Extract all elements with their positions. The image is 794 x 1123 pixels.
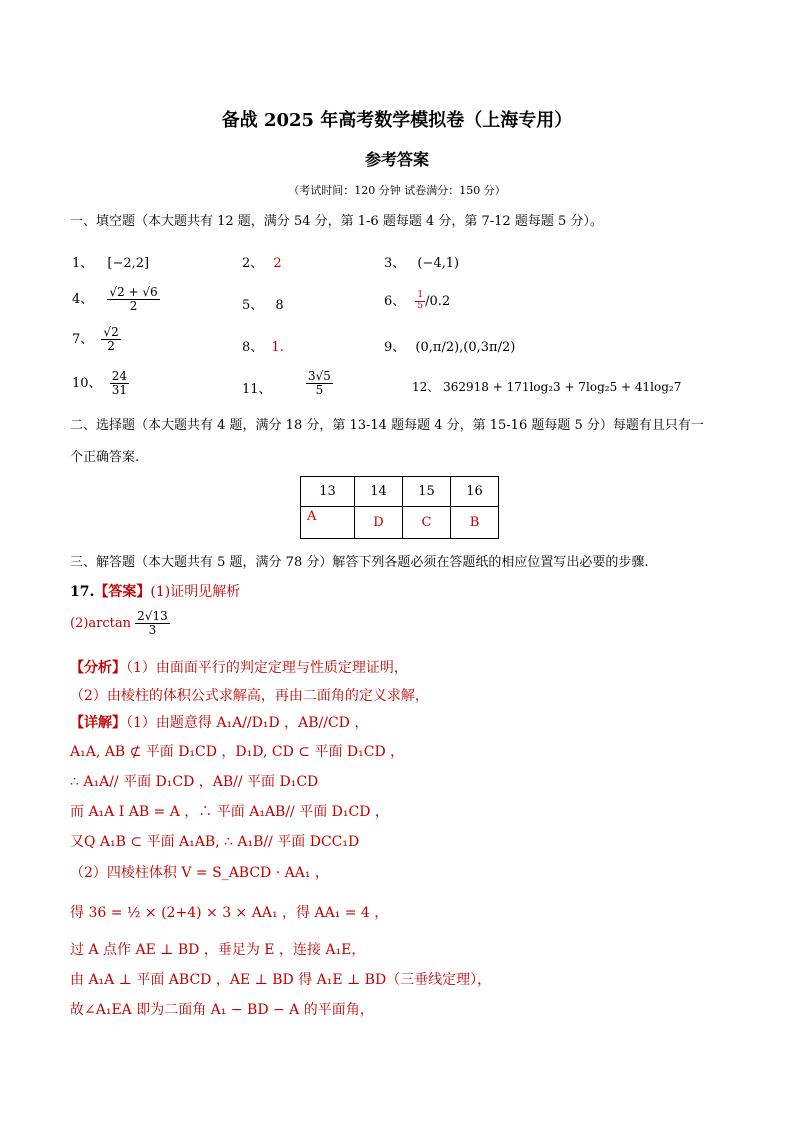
answer-6-rest: /0.2 <box>425 294 451 309</box>
q17-part2 <box>70 610 170 637</box>
answer-6-number: 6、 <box>384 294 406 309</box>
section1-heading: 一、填空题（本大题共有 12 题，满分 54 分，第 1-6 题每题 4 分，第 7-12 题每题 5 分）。 <box>70 214 603 229</box>
answer-7-numerator: √2 <box>103 325 119 339</box>
answer-8-number: 8、 <box>242 340 264 355</box>
q17-detail-text-1: （1）由题意得 A₁A//D₁D ，AB//CD ， <box>126 715 369 731</box>
q17-detail-tag: 【详解】 <box>70 715 126 731</box>
answer-12 <box>412 378 681 395</box>
answer-10-fraction <box>110 370 129 397</box>
answer-10-numerator: 24 <box>111 369 127 383</box>
q17-label: 17. <box>70 584 95 600</box>
answer-3 <box>384 252 459 271</box>
answer-11-number: 11、 <box>242 382 272 397</box>
table-cell: A <box>301 507 355 539</box>
page-title: 备战 2025 年高考数学模拟卷（上海专用） <box>221 110 573 131</box>
q17-detail-line: 由 A₁A ⊥ 平面 ABCD ，AE ⊥ BD 得 A₁E ⊥ BD（三垂线定理）， <box>70 972 492 988</box>
q17-part2-fraction <box>135 610 170 637</box>
answer-9-value: (0,π/2),(0,3π/2) <box>415 340 516 355</box>
answer-6-numerator: 1 <box>417 290 424 301</box>
answer-11-fraction <box>306 370 333 397</box>
answer-7-denominator: 2 <box>107 339 115 354</box>
table-cell: C <box>403 507 451 539</box>
answer-4-fraction <box>107 286 159 313</box>
answer-1-number: 1、 <box>72 256 94 271</box>
answer-5-value: 8 <box>275 298 284 313</box>
answer-11-denominator: 5 <box>315 383 324 398</box>
table-cell: 14 <box>355 477 403 507</box>
q17-detail-line: 而 A₁A I AB = A ，∴ 平面 A₁AB// 平面 D₁CD ， <box>70 804 389 820</box>
table-cell: B <box>451 507 499 539</box>
q17-detail-line: ∴ A₁A// 平面 D₁CD ，AB// 平面 D₁CD <box>70 774 319 790</box>
page-subtitle: 参考答案 <box>364 150 429 169</box>
answer-12-number: 12、 <box>412 380 440 394</box>
answer-4-numerator: √2 + √6 <box>109 285 158 299</box>
q17-part1: (1)证明见解析 <box>150 584 241 600</box>
answer-10-denominator: 31 <box>111 383 127 398</box>
answer-4-denominator: 2 <box>129 299 138 314</box>
q17-detail-line: 故∠A₁EA 即为二面角 A₁ − BD − A 的平面角， <box>70 1002 374 1018</box>
section2-heading-line1: 二、选择题（本大题共有 4 题，满分 18 分，第 13-14 题每题 4 分，第 15-16 题每题 5 分）每题有且只有一 <box>70 418 704 433</box>
q17-part2-numerator: 2√13 <box>137 609 168 623</box>
answer-4 <box>72 286 160 313</box>
answer-7-fraction <box>101 326 120 353</box>
answer-5-number: 5、 <box>242 298 264 313</box>
section2-heading-line2: 个正确答案. <box>70 450 140 465</box>
answer-3-value: (−4,1) <box>417 256 460 271</box>
answer-5 <box>242 294 284 313</box>
q17-detail-line: 又Q A₁B ⊂ 平面 A₁AB, ∴ A₁B// 平面 DCC₁D <box>70 834 360 850</box>
answer-2 <box>242 252 282 271</box>
table-cell: D <box>355 507 403 539</box>
answer-10-number: 10、 <box>72 376 102 392</box>
answer-6-fraction <box>415 291 425 312</box>
q17-detail-1 <box>70 712 368 732</box>
answer-8-value: 1. <box>271 340 284 355</box>
answer-8 <box>242 336 284 355</box>
section3-heading: 三、解答题（本大题共有 5 题，满分 78 分）解答下列各题必须在答题纸的相应位置写出必要的步骤. <box>70 555 649 570</box>
q17-part2-denominator: 3 <box>148 623 157 638</box>
answer-4-number: 4、 <box>72 292 94 308</box>
answer-10 <box>72 370 129 397</box>
q17-answer-tag: 【答案】 <box>94 584 151 600</box>
exam-note: （考试时间：120 分钟 试卷满分：150 分） <box>288 184 506 197</box>
table-cell: 13 <box>301 477 355 507</box>
answer-1 <box>72 252 149 271</box>
table-cell: 16 <box>451 477 499 507</box>
q17-detail-line: 得 36 = ½ × (2+4) × 3 × AA₁ ，得 AA₁ = 4 ， <box>70 905 389 921</box>
answer-2-number: 2、 <box>242 256 264 271</box>
answer-11-numerator: 3√5 <box>308 369 331 383</box>
q17-answer-line <box>70 581 240 601</box>
q17-detail-line: A₁A, AB ⊄ 平面 D₁CD ，D₁D, CD ⊂ 平面 D₁CD ， <box>70 744 405 760</box>
answer-9 <box>384 336 515 355</box>
choice-answer-table <box>300 476 499 539</box>
q17-analysis-2: （2）由棱柱的体积公式求解高，再由二面角的定义求解， <box>70 688 429 704</box>
q17-analysis-tag: 【分析】 <box>70 660 126 676</box>
answer-1-value: [−2,2] <box>107 256 150 271</box>
q17-detail-line: （2）四棱柱体积 V = S_ABCD · AA₁ ， <box>70 865 329 881</box>
answer-12-value: 362918 + 171log₂3 + 7log₂5 + 41log₂7 <box>443 380 682 394</box>
answer-6-denominator: 5 <box>417 301 424 311</box>
q17-detail-line: 过 A 点作 AE ⊥ BD ，垂足为 E ，连接 A₁E， <box>70 942 366 958</box>
table-row <box>301 477 499 507</box>
table-cell: 15 <box>403 477 451 507</box>
answer-6 <box>384 290 450 312</box>
answer-11 <box>306 370 333 397</box>
answer-7-number: 7、 <box>72 332 94 348</box>
q17-part2-prefix: (2)arctan <box>70 616 132 632</box>
answer-7 <box>72 326 121 353</box>
q17-analysis-1 <box>70 657 408 677</box>
answer-2-value: 2 <box>273 256 282 271</box>
answer-9-number: 9、 <box>384 340 406 355</box>
q17-analysis-text-1: （1）由面面平行的判定定理与性质定理证明， <box>126 660 408 676</box>
answer-3-number: 3、 <box>384 256 406 271</box>
table-row <box>301 507 499 539</box>
